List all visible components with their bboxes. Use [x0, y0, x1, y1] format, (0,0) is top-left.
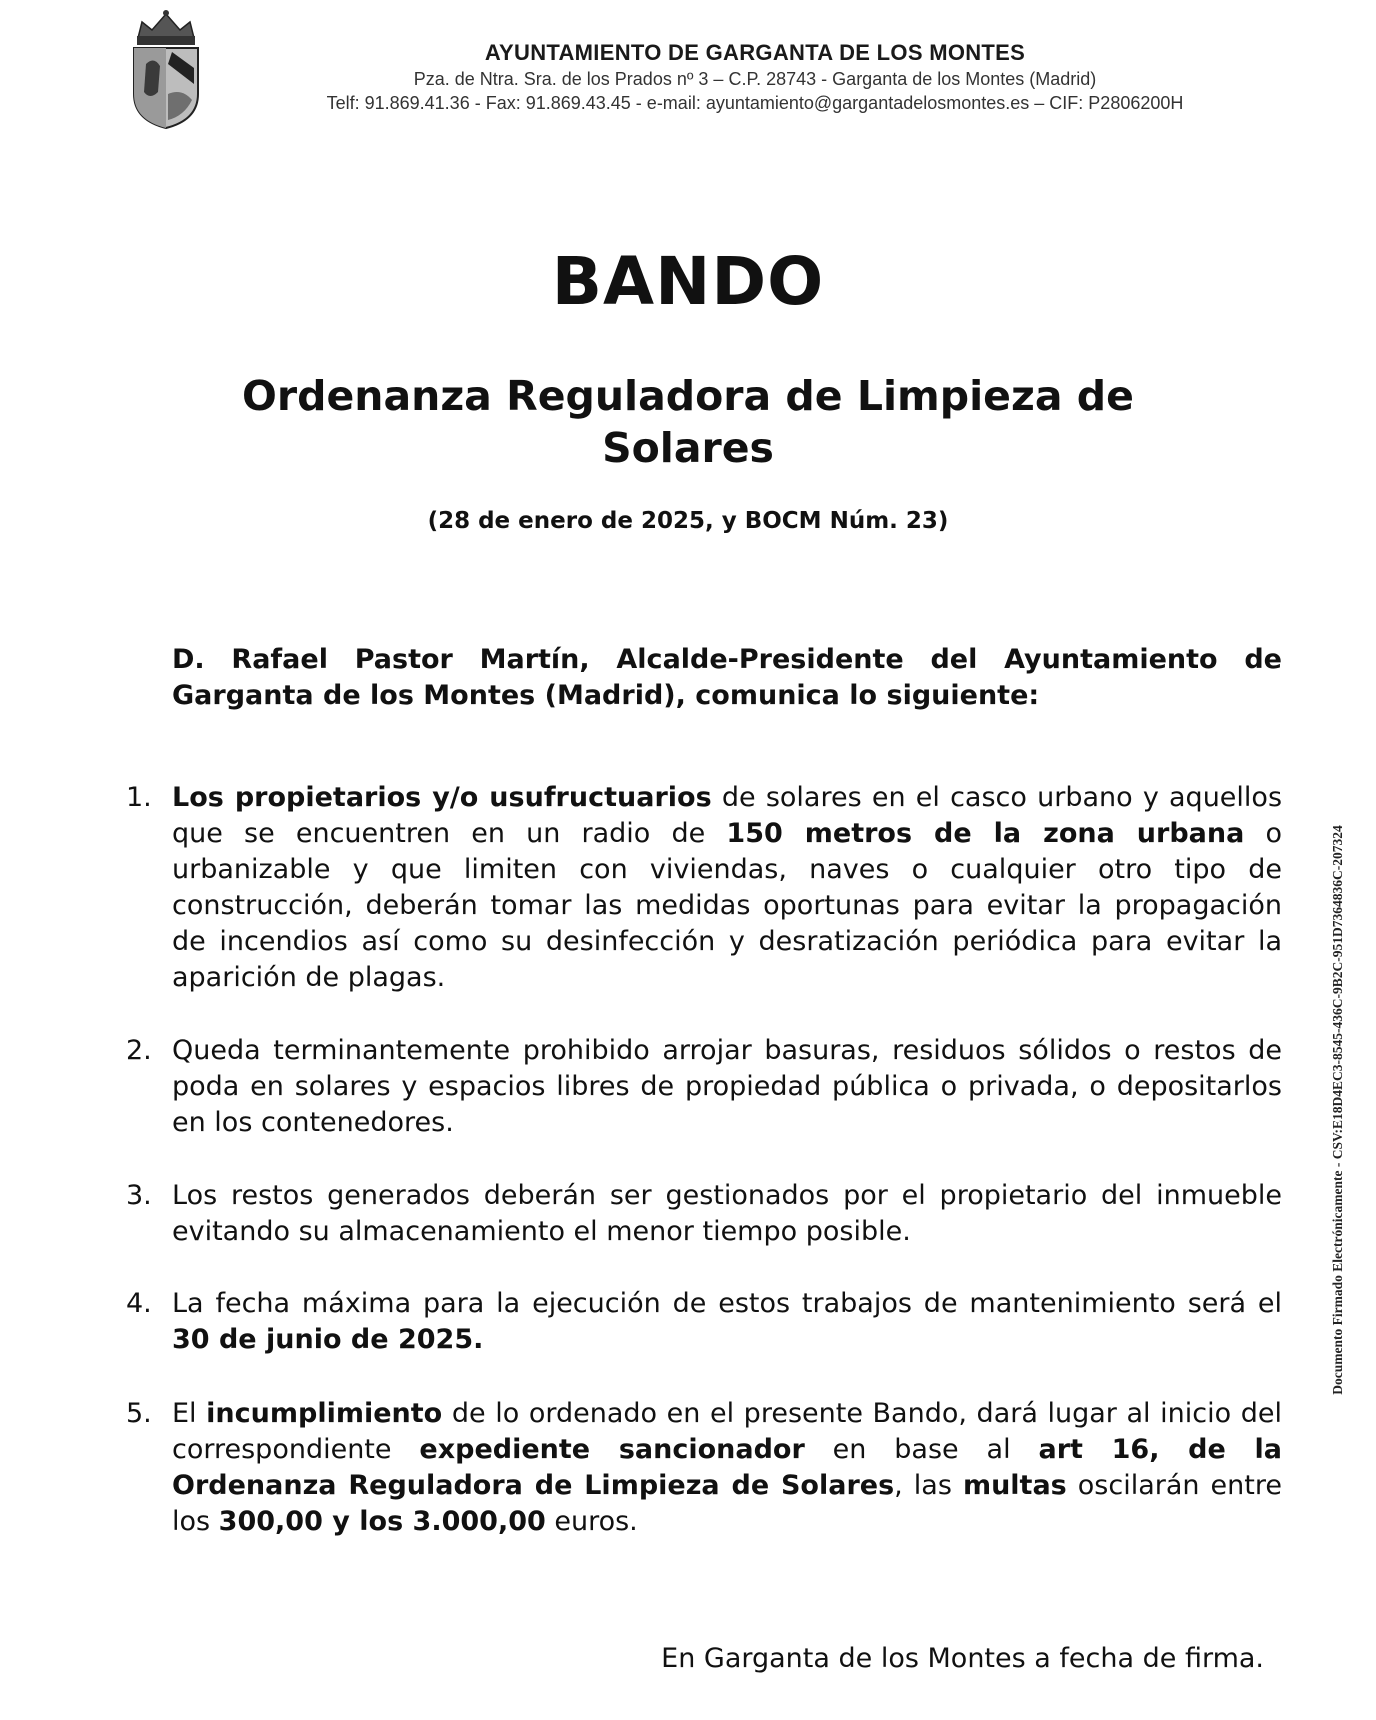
text-run: oscilarán entre los	[172, 1470, 1282, 1537]
text-run: , las	[894, 1470, 963, 1501]
item-number: 2.	[126, 1035, 152, 1066]
item-text	[172, 1288, 1282, 1355]
emphasis-text: expediente sancionador	[419, 1434, 805, 1465]
list-item	[126, 1396, 1282, 1540]
text-run: Queda terminantemente prohibido arrojar basuras, residuos sólidos o restos de poda en solares y espacios libres de propiedad pública o privada, o depositarlos en los contenedores.	[172, 1035, 1282, 1138]
mayor-announcement: D. Rafael Pastor Martín, Alcalde-Presidente del Ayuntamiento de Garganta de los Montes (Madrid), comunica lo siguiente:	[172, 644, 1282, 711]
emphasis-text: incumplimiento	[206, 1398, 443, 1429]
text-run: de lo ordenado en el presente Bando, dará lugar al inicio del correspondiente	[172, 1398, 1282, 1465]
item-number: 4.	[126, 1288, 152, 1319]
list-item	[126, 1178, 1282, 1250]
ordinance-title: Ordenanza Reguladora de Limpieza de Solares	[242, 372, 1134, 472]
emphasis-text: 150 metros de la zona urbana	[726, 818, 1245, 849]
document-title: BANDO	[551, 243, 825, 320]
letterhead	[240, 40, 1270, 114]
emphasis-text: multas	[962, 1470, 1067, 1501]
coat-of-arms-icon	[128, 8, 204, 132]
text-run: en base al	[804, 1434, 1039, 1465]
text-run: La fecha máxima para la ejecución de estos trabajos de mantenimiento será el	[172, 1288, 1282, 1319]
text-run: de solares en el casco urbano y aquellos que se encuentren en un radio de	[172, 782, 1283, 849]
municipality-contact: Telf: 91.869.41.36 - Fax: 91.869.43.45 - e-mail: ayuntamiento@gargantadelosmontes.es – CIF: P2806200H	[326, 93, 1184, 113]
text-run: euros.	[545, 1506, 638, 1537]
closing-line: En Garganta de los Montes a fecha de firma.	[661, 1643, 1264, 1674]
emphasis-text: Los propietarios y/o usufructuarios	[172, 782, 712, 813]
item-text	[172, 1035, 1282, 1138]
item-number: 3.	[126, 1180, 152, 1211]
item-text	[172, 1180, 1282, 1247]
emphasis-text: 300,00 y los 3.000,00	[218, 1506, 546, 1537]
list-item	[126, 1286, 1282, 1358]
item-text	[172, 782, 1282, 993]
emphasis-text: art 16, de la Ordenanza Reguladora de Limpieza de Solares	[172, 1434, 1282, 1501]
municipality-address: Pza. de Ntra. Sra. de los Prados nº 3 – C.P. 28743 - Garganta de los Montes (Madrid)	[413, 69, 1097, 89]
item-text	[172, 1398, 1282, 1537]
emphasis-text: 30 de junio de 2025.	[172, 1324, 484, 1355]
list-item	[126, 780, 1283, 996]
csv-code: Documento Firmado Electrónicamente - CSV:E18D4EC3-8545-436C-9B2C-951D7364836C-207324	[1330, 825, 1345, 1395]
list-item	[126, 1033, 1282, 1141]
ordinance-date-reference: (28 de enero de 2025, y BOCM Núm. 23)	[427, 508, 949, 534]
municipality-name: AYUNTAMIENTO DE GARGANTA DE LOS MONTES	[484, 40, 1026, 65]
text-run: o urbanizable y que limiten con viviendas, naves o cualquier otro tipo de construcción, deberán tomar las medidas oportunas para evitar la propagación de incendios así como su desinfección y desratización periódica para evitar la aparición de plagas.	[172, 818, 1283, 993]
item-number: 5.	[126, 1398, 152, 1429]
item-number: 1.	[126, 782, 152, 813]
text-run: Los restos generados deberán ser gestionados por el propietario del inmueble evitando su almacenamiento el menor tiempo posible.	[172, 1180, 1282, 1247]
text-run: El	[172, 1398, 207, 1429]
